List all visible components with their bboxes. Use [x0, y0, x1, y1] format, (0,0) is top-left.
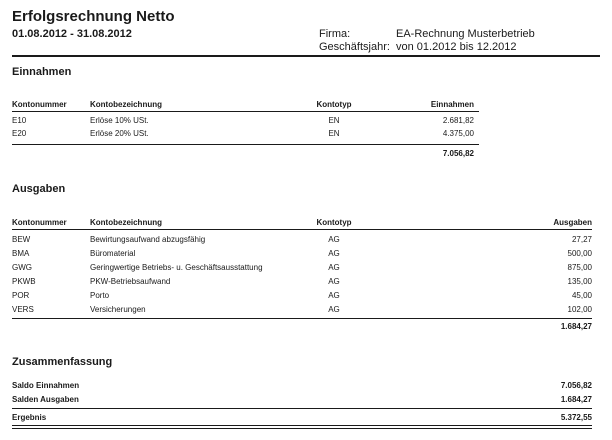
- page-title: Erfolgsrechnung Netto: [12, 8, 175, 25]
- geschaeftsjahr-value: von 01.2012 bis 12.2012: [396, 41, 517, 53]
- kontobezeichnung-cell: Erlöse 20% USt.: [90, 129, 149, 138]
- einnahmen-total: 7.056,82: [442, 149, 474, 158]
- einnahmen-header-rule: [12, 111, 479, 112]
- betrag-cell: 27,27: [571, 235, 592, 244]
- saldo-einnahmen-label: Saldo Einnahmen: [12, 381, 80, 390]
- kontobezeichnung-cell: PKW-Betriebsaufwand: [90, 277, 171, 286]
- salden-ausgaben-label: Salden Ausgaben: [12, 395, 79, 404]
- einnahmen-col-kontonummer: Kontonummer: [12, 100, 67, 109]
- betrag-cell: 102,00: [567, 305, 592, 314]
- ausgaben-header-rule: [12, 229, 592, 230]
- ausgaben-col-kontotyp: Kontotyp: [316, 218, 352, 227]
- kontotyp-cell: AG: [328, 263, 340, 272]
- betrag-cell: 875,00: [567, 263, 592, 272]
- kontonummer-cell: E10: [12, 116, 27, 125]
- einnahmen-total-rule: [12, 144, 479, 145]
- firma-label: Firma:: [319, 28, 351, 40]
- ergebnis-value: 5.372,55: [560, 413, 592, 422]
- kontobezeichnung-cell: Erlöse 10% USt.: [90, 116, 149, 125]
- kontonummer-cell: POR: [12, 291, 30, 300]
- einnahmen-col-kontotyp: Kontotyp: [316, 100, 352, 109]
- einnahmen-heading: Einnahmen: [12, 66, 72, 78]
- kontobezeichnung-cell: Porto: [90, 291, 110, 300]
- kontotyp-cell: AG: [328, 305, 340, 314]
- betrag-cell: 2.681,82: [442, 116, 474, 125]
- einnahmen-col-kontobezeichnung: Kontobezeichnung: [90, 100, 162, 109]
- ergebnis-underline-1: [12, 425, 592, 426]
- firma-value: EA-Rechnung Musterbetrieb: [396, 28, 535, 40]
- betrag-cell: 45,00: [571, 291, 592, 300]
- einnahmen-col-betrag: Einnahmen: [430, 100, 474, 109]
- ausgaben-total-rule: [12, 318, 592, 319]
- ausgaben-col-kontonummer: Kontonummer: [12, 218, 67, 227]
- kontotyp-cell: AG: [328, 235, 340, 244]
- betrag-cell: 4.375,00: [442, 129, 474, 138]
- summary-rule: [12, 408, 592, 409]
- ausgaben-total: 1.684,27: [560, 322, 592, 331]
- betrag-cell: 500,00: [567, 249, 592, 258]
- betrag-cell: 135,00: [567, 277, 592, 286]
- kontonummer-cell: GWG: [12, 263, 32, 272]
- saldo-einnahmen-value: 7.056,82: [560, 381, 592, 390]
- zusammenfassung-heading: Zusammenfassung: [12, 356, 113, 368]
- kontotyp-cell: EN: [328, 116, 340, 125]
- kontobezeichnung-cell: Versicherungen: [90, 305, 146, 314]
- kontobezeichnung-cell: Büromaterial: [90, 249, 136, 258]
- kontotyp-cell: AG: [328, 277, 340, 286]
- report-period: 01.08.2012 - 31.08.2012: [12, 28, 132, 40]
- geschaeftsjahr-label: Geschäftsjahr:: [319, 41, 390, 53]
- kontonummer-cell: BEW: [12, 235, 31, 244]
- kontobezeichnung-cell: Geringwertige Betriebs- u. Geschäftsausstattung: [90, 263, 263, 272]
- kontonummer-cell: PKWB: [12, 277, 36, 286]
- kontonummer-cell: E20: [12, 129, 27, 138]
- ausgaben-col-betrag: Ausgaben: [553, 218, 592, 227]
- ausgaben-heading: Ausgaben: [12, 183, 66, 195]
- kontotyp-cell: AG: [328, 291, 340, 300]
- kontonummer-cell: VERS: [12, 305, 34, 314]
- ausgaben-col-kontobezeichnung: Kontobezeichnung: [90, 218, 162, 227]
- kontonummer-cell: BMA: [12, 249, 30, 258]
- kontotyp-cell: EN: [328, 129, 340, 138]
- header-divider: [12, 55, 600, 57]
- ergebnis-underline-2: [12, 428, 592, 429]
- ergebnis-label: Ergebnis: [12, 413, 47, 422]
- kontotyp-cell: AG: [328, 249, 340, 258]
- salden-ausgaben-value: 1.684,27: [560, 395, 592, 404]
- kontobezeichnung-cell: Bewirtungsaufwand abzugsfähig: [90, 235, 206, 244]
